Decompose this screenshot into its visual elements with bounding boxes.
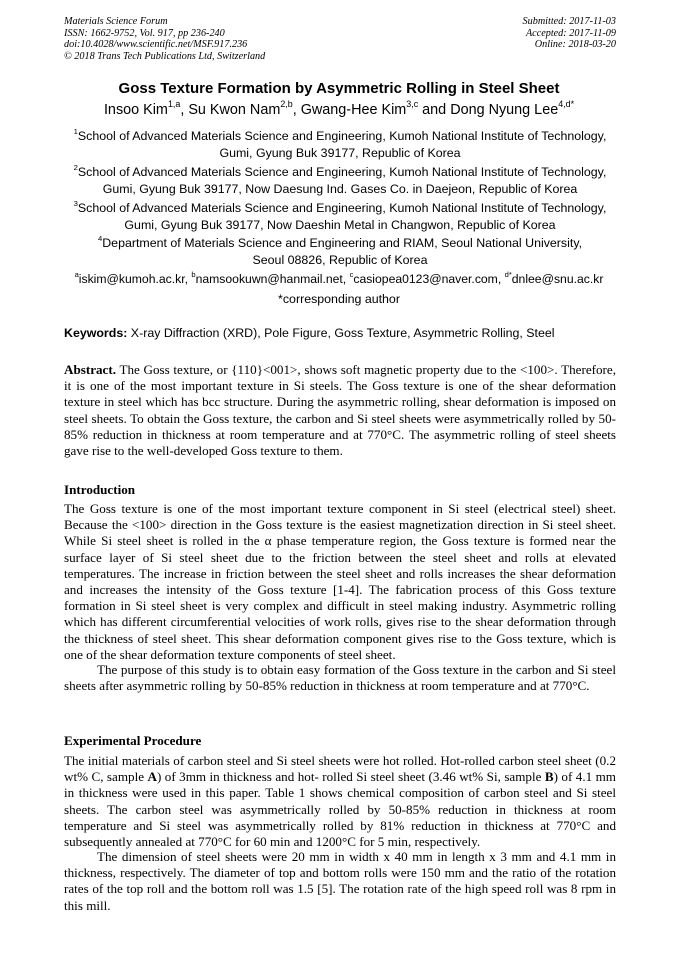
keywords-label: Keywords:: [64, 326, 128, 340]
keywords: [64, 326, 624, 340]
experimental-paragraph-1: The initial materials of carbon steel and Si steel sheets were hot rolled. Hot-rolled carbon steel sheet (0.2 wt% C, sample A) of 3mm in thickness and hot- rolled Si steel sheet (3.46 wt% Si, sample B) of 4.1 mm in thickness were used in this paper. Table 1 shows chemical composition of carbon steel and Si steel sheets. The carbon steel was asymmetrically rolled by 50-85% reduction in thickness at room temperature and Si steel was asymmetrically rolled by 81% reduction in thickness at 770°C and subsequently annealed at 770°C for 60 min and 1200°C for 5 min, respectively.: [64, 753, 616, 850]
affiliation-2: $^2$School of Advanced Materials Science and Engineering, Kumoh National Institute of Technology, Gumi, Gyung Buk 39177, Now Daesung Ind. Gases Co. in Daejeon, Republic of Korea: [73, 162, 607, 196]
abstract-label: Abstract.: [64, 362, 116, 377]
email-list: $^a$iskim@kumoh.ac.kr, $^b$namsookuwn@hanmail.net, $^c$casiopea0123@naver.com, $^{d*}$dnlee@snu.ac.kr: [74, 269, 604, 286]
email-link[interactable]: iskim@kumoh.ac.kr,: [78, 272, 192, 286]
author-sup: 1,a: [167, 98, 181, 109]
journal-doi[interactable]: doi:10.4028/www.scientific.net/MSF.917.236: [64, 39, 248, 51]
section-heading-experimental: Experimental Procedure: [64, 733, 202, 748]
experimental-paragraph-2: The dimension of steel sheets were 20 mm in width x 40 mm in length x 3 mm and 4.1 mm in thickness, respectively. The diameter of top and bottom rolls were 150 mm and the ratio of the rotation rates of the top roll and the bottom roll was 1.5 [5]. The rotation rate of the high speed roll was 8 rpm in this mill.: [64, 849, 616, 913]
corresponding-author-note: *corresponding author: [278, 292, 400, 306]
author-name: Dong Nyung Lee: [450, 102, 559, 118]
publication-dates: [523, 16, 616, 51]
email-link[interactable]: dnlee@snu.ac.kr: [511, 272, 604, 286]
affiliation-3: $^3$School of Advanced Materials Science and Engineering, Kumoh National Institute of Technology, Gumi, Gyung Buk 39177, Now Daeshin Metal in Changwon, Republic of Korea: [73, 198, 607, 232]
date-accepted: Accepted: 2017-11-09: [525, 27, 616, 39]
author-name: Gwang-Hee Kim: [300, 102, 407, 118]
introduction-paragraph-2: The purpose of this study is to obtain easy formation of the Goss texture in the carbon and Si steel sheets after asymmetric rolling by 50-85% reduction in thickness at room temperature and at 770°C.: [64, 662, 616, 694]
author-sup: 2,b: [280, 98, 293, 109]
affiliation-1: $^1$School of Advanced Materials Science and Engineering, Kumoh National Institute of Technology, Gumi, Gyung Buk 39177, Republic of Korea: [73, 126, 607, 160]
introduction-paragraph-1: The Goss texture is one of the most important texture component in Si steel (electrical steel) sheet. Because the <100> direction in the Goss texture is the easiest magnetization direction in Si steel sheet. While Si steel sheet is rolled in the α phase temperature region, the Goss texture is formed near the surface layer of Si steel sheet due to the friction between the steel sheet and rolls at elevated temperatures. The increase in friction between the steel sheet and rolls increases the shear deformation and increases the intensity of the Goss texture [1-4]. The fabrication process of this Goss texture formation in Si steel sheet is very complex and difficult in steel making industry. Asymmetric rolling which has different circumferential velocities of work rolls, gives rise to the shear deformation through the thickness of steel sheet. This shear deformation component gives rise to the Goss texture, which is one of the shear deformation texture components of steel sheet.: [64, 501, 616, 662]
author-name: Su Kwon Nam: [188, 102, 281, 118]
date-online: Online: 2018-03-20: [534, 39, 616, 51]
sample-b-label: B: [544, 769, 554, 785]
section-heading-introduction: Introduction: [64, 482, 136, 497]
email-link[interactable]: namsookuwn@hanmail.net,: [195, 272, 350, 286]
abstract-text: The Goss texture, or {110}<001>, shows soft magnetic property due to the <100>. Therefore, it is one of the most important texture in Si steels. The Goss texture is one of the shear deformation texture in steel which has bcc structure. During the asymmetric rolling, shear deformation is imposed on steel sheets. To obtain the Goss texture, the carbon and Si steel sheets were asymmetrically rolled by 50-85% reduction in thickness at room temperature and at 770°C. The asymmetric rolling of steel sheets gave rise to the well-developed Goss texture to them.: [64, 362, 616, 459]
keywords-text: X-ray Diffraction (XRD), Pole Figure, Goss Texture, Asymmetric Rolling, Steel: [127, 326, 555, 340]
author-name: Insoo Kim: [103, 102, 168, 118]
journal-info: [64, 16, 265, 62]
date-submitted: Submitted: 2017-11-03: [522, 16, 616, 27]
author-sup: 3,c: [406, 98, 419, 109]
journal-name: Materials Science Forum: [64, 16, 168, 27]
affiliation-4: $^4$Department of Materials Science and Engineering and RIAM, Seoul National University, Seoul 08826, Republic of Korea: [97, 233, 583, 267]
author-list: Insoo Kim$^{1,a}$, Su Kwon Nam$^{2,b}$, Gwang-Hee Kim$^{3,c}$ and Dong Nyung Lee$^{4,d*}$: [103, 98, 575, 118]
author-sup: 4,d*: [558, 98, 575, 109]
abstract: [64, 362, 616, 459]
sample-a-label: A: [147, 769, 157, 785]
paper-title: Goss Texture Formation by Asymmetric Rolling in Steel Sheet: [118, 80, 560, 97]
email-link[interactable]: casiopea0123@naver.com,: [353, 272, 505, 286]
journal-issn: ISSN: 1662-9752, Vol. 917, pp 236-240: [64, 27, 225, 39]
journal-copyright: © 2018 Trans Tech Publications Ltd, Switzerland: [64, 50, 266, 62]
